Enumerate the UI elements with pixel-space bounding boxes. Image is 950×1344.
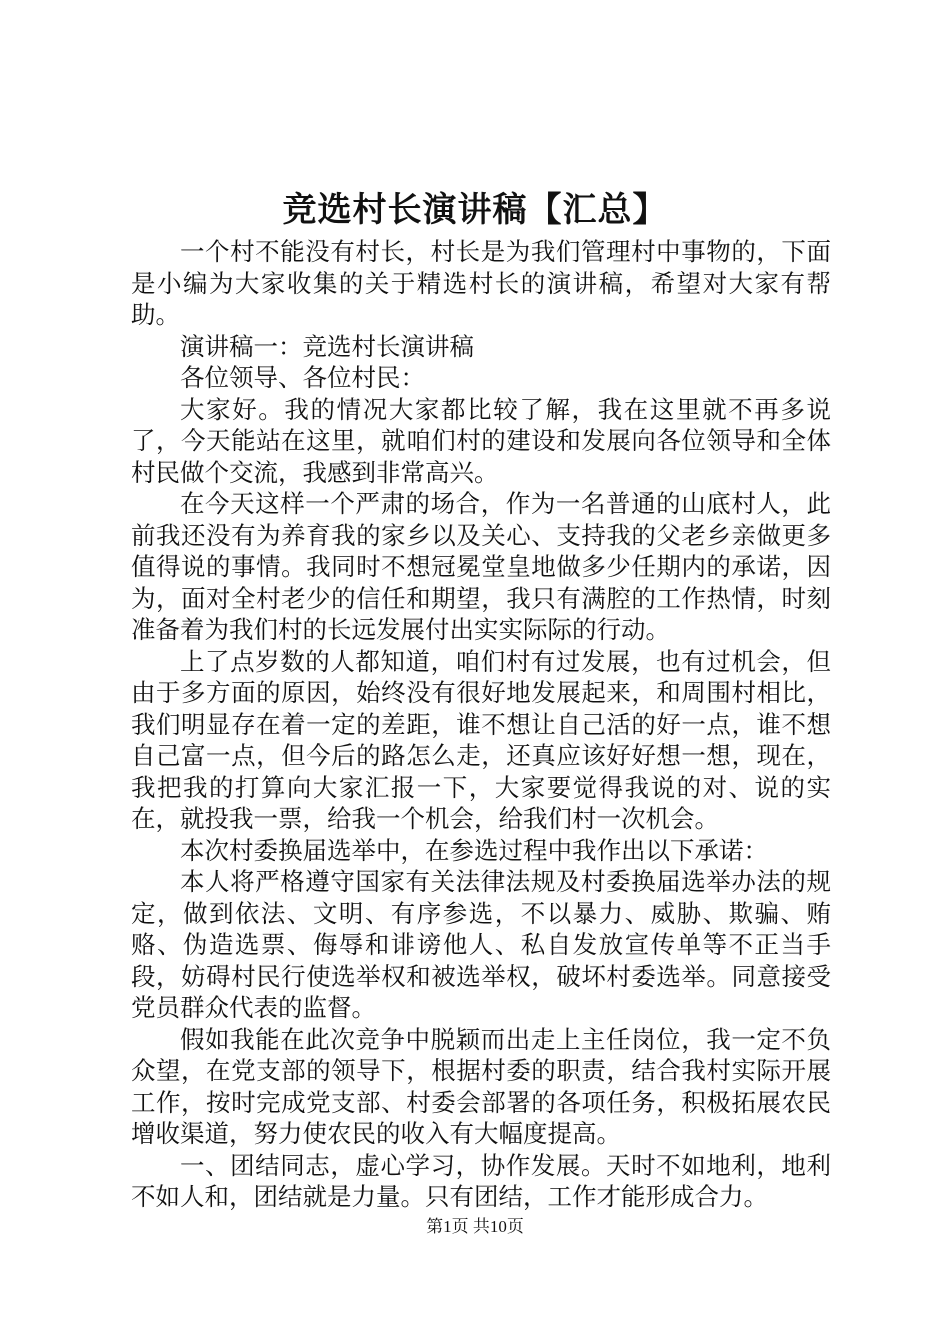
paragraph: 大家好。我的情况大家都比较了解，我在这里就不再多说了，今天能站在这里，就咱们村的建设和发展向各位领导和全体村民做个交流，我感到非常高兴。 (131, 394, 831, 487)
paragraph: 演讲稿一：竞选村长演讲稿 (180, 331, 474, 361)
paragraph: 一个村不能没有村长，村长是为我们管理村中事物的，下面是小编为大家收集的关于精选村长的演讲稿，希望对大家有帮助。 (131, 237, 831, 329)
paragraph: 本人将严格遵守国家有关法律法规及村委换届选举办法的规定，做到依法、文明、有序参选，不以暴力、威胁、欺骗、贿赂、伪造选票、侮辱和诽谤他人、私自发放宣传单等不正当手段，妨碍村民行使选举权和被选举权，破坏村委选举。同意接受党员群众代表的监督。 (131, 867, 831, 1022)
paragraph: 本次村委换届选举中，在参选过程中我作出以下承诺： (180, 835, 768, 865)
document-body (131, 236, 831, 1213)
paragraph: 一、团结同志，虚心学习，协作发展。天时不如地利，地利不如人和，团结就是力量。只有团结，工作才能形成合力。 (131, 1150, 831, 1211)
page-number: 第1页 共10页 (426, 1217, 524, 1236)
paragraph: 各位领导、各位村民： (180, 363, 425, 392)
paragraph: 假如我能在此次竞争中脱颖而出走上主任岗位，我一定不负众望，在党支部的领导下，根据村委的职责，结合我村实际开展工作，按时完成党支部、村委会部署的各项任务，积极拓展农民增收渠道，努力使农民的收入有大幅度提高。 (131, 1024, 831, 1148)
paragraph: 上了点岁数的人都知道，咱们村有过发展，也有过机会，但由于多方面的原因，始终没有很好地发展起来，和周围村相比，我们明显存在着一定的差距，谁不想让自己活的好一点，谁不想自己富一点，但今后的路怎么走，还真应该好好想一想，现在，我把我的打算向大家汇报一下，大家要觉得我说的对、说的实在，就投我一票，给我一个机会，给我们村一次机会。 (131, 646, 831, 833)
paragraph: 在今天这样一个严肃的场合，作为一名普通的山底村人，此前我还没有为养育我的家乡以及关心、支持我的父老乡亲做更多值得说的事情。我同时不想冠冕堂皇地做多少任期内的承诺，因为，面对全村老少的信任和期望，我只有满腔的工作热情，时刻准备着为我们村的长远发展付出实实际际的行动。 (131, 489, 831, 644)
page-title: 竞选村长演讲稿【汇总】 (282, 190, 668, 230)
